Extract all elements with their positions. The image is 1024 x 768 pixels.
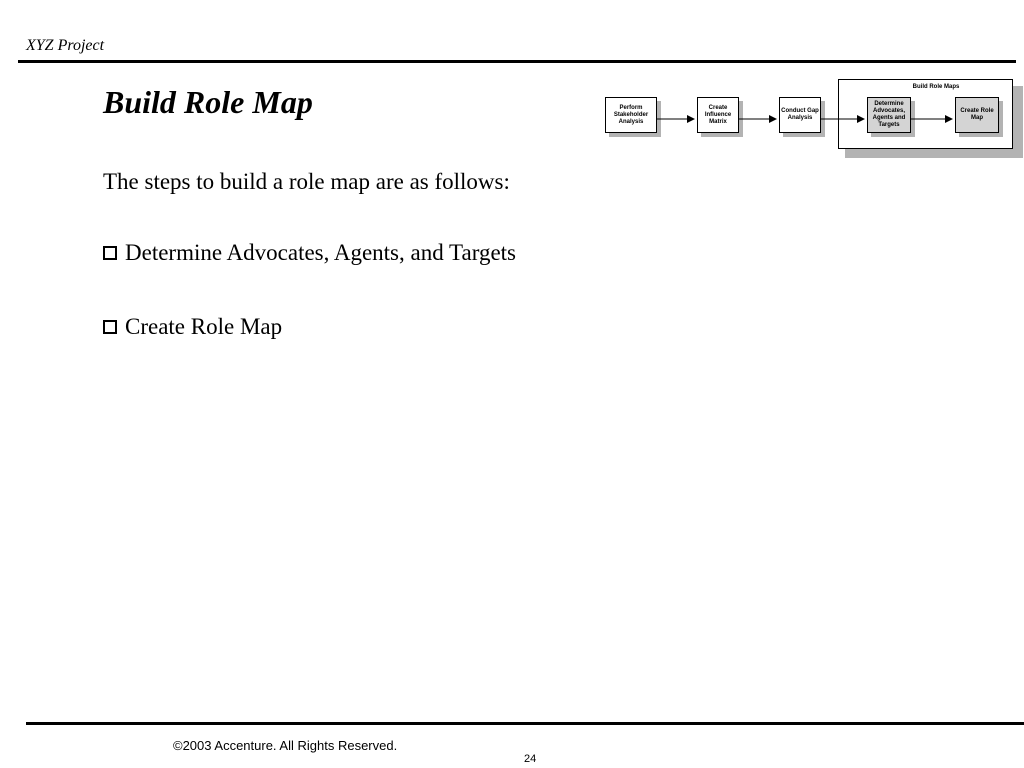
step-conduct-gap-analysis: Conduct Gap Analysis (779, 97, 821, 133)
step-create-influence-matrix: Create Influence Matrix (697, 97, 739, 133)
bullet-text: Determine Advocates, Agents, and Targets (125, 240, 516, 265)
bullet-text: Create Role Map (125, 314, 283, 339)
bullet-item (103, 314, 282, 340)
footer-divider (26, 722, 1024, 725)
step-create-role-map: Create Role Map (955, 97, 999, 133)
checkbox-bullet-icon (103, 320, 117, 334)
project-name: XYZ Project (26, 37, 105, 54)
intro-text: The steps to build a role map are as follows: (103, 169, 510, 194)
page-number: 24 (524, 753, 537, 765)
step-perform-stakeholder-analysis: Perform Stakeholder Analysis (605, 97, 657, 133)
page-title: Build Role Map (103, 84, 313, 120)
bullet-item (103, 240, 516, 266)
checkbox-bullet-icon (103, 246, 117, 260)
copyright-text: ©2003 Accenture. All Rights Reserved. (173, 738, 398, 753)
group-label: Build Role Maps (912, 84, 960, 90)
step-determine-advocates: Determine Advocates, Agents and Targets (867, 97, 911, 133)
